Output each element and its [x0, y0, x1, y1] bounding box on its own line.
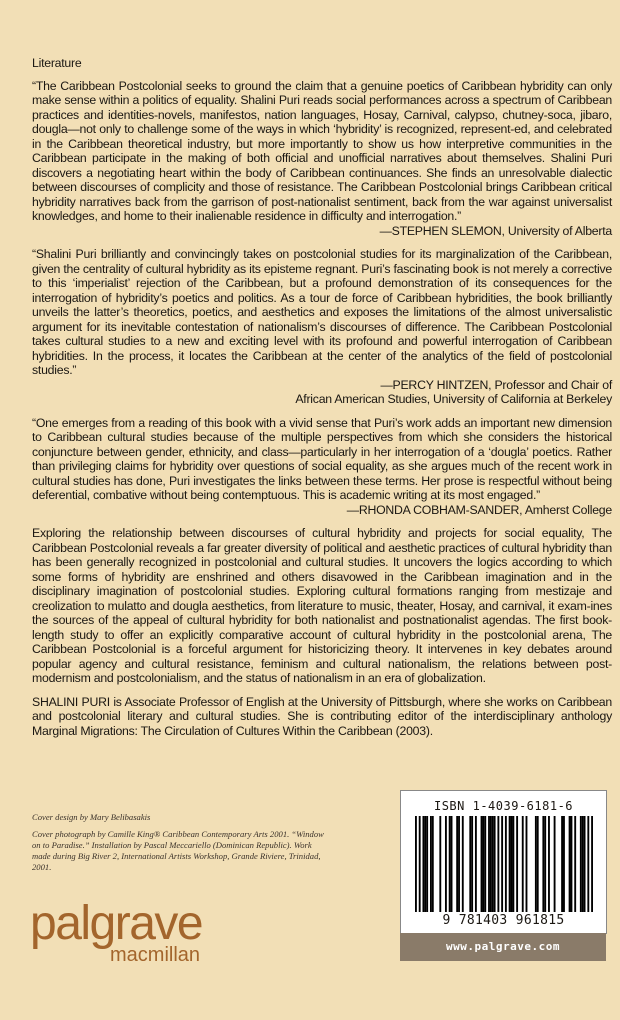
- publisher-logo: [30, 897, 260, 966]
- barcode-bar: [458, 816, 460, 912]
- barcode-bar: [419, 816, 421, 912]
- quote-text: “Shalini Puri brilliantly and convincingly takes on postcolonial studies for its marginalization of the Caribbean, given the centrality of cultural hybridity as its episteme regnant. Puri’s fascinating book is not merely a corrective to this ‘imperialist’ rejection of the Caribbean, but a profound demonstration of its consequences for the interrogation of hybridity’s poetics and politics. As a tour de force of Caribbean hybridities, the book brilliantly unveils the latter’s theoretics, poetics, and aesthetics and exposes the limitations of the almost universalistic argument for its inevitable contestation of nationalism’s discourses of difference. The Caribbean Postcolonial takes cultural studies to a new and exciting level with its profound and powerful interrogation of Caribbean hybridities. In the process, it locates the Caribbean at the center of the analytics of the field of postcolonial studies.”: [32, 247, 612, 377]
- barcode-bar: [488, 816, 490, 912]
- barcode-bar: [415, 816, 417, 912]
- barcode-bar: [584, 816, 586, 912]
- cover-design-credit: Cover design by Mary Belibasakis: [32, 812, 151, 822]
- barcode-bar: [587, 816, 589, 912]
- barcode-bar: [426, 816, 428, 912]
- isbn-label: ISBN 1-4039-6181-6: [433, 799, 574, 813]
- barcode-bar: [481, 816, 483, 912]
- website-url: www.palgrave.com: [446, 940, 560, 953]
- cover-credits: [32, 812, 332, 879]
- barcode-bar: [526, 816, 528, 912]
- barcode-bar: [475, 816, 477, 912]
- publisher-name: palgrave: [30, 897, 203, 950]
- barcode-bar: [544, 816, 546, 912]
- barcode-bar: [492, 816, 494, 912]
- barcode-bar: [509, 816, 511, 912]
- publisher-imprint: macmillan: [110, 944, 201, 966]
- barcode-bar: [430, 816, 432, 912]
- book-description: Exploring the relationship between discourses of cultural hybridity and projects for social equality, The Caribbean Postcolonial reveals a far greater diversity of political and aesthetic practices of cultural hybridity than has been generally recognized in postcolonial and cultural studies. It uncovers the logics according to which some forms of hybridity are enshrined and others disavowed in the Caribbean imagination and in the disciplinary imagination of postcolonial studies. Exploring cultural formations ranging from mestizaje and creolization to mulatto and dougla aesthetics, from literature to music, theater, Hosay, and carnival, it exam-ines the sources of the appeal of cultural hybridity for both nationalist and postnationalist agendas. The first book-length study to offer an explicitly comparative account of cultural hybridity in the postcolonial arena, The Caribbean Postcolonial is a forceful argument for historicizing theory. It intervenes in key debates around popular agency and cultural resistance, feminism and cultural nationalism, the relations between post-modernism and postcolonialism, and the status of nationalism in an era of globalization.: [32, 526, 612, 685]
- barcode-bar: [439, 816, 441, 912]
- barcode-bar: [490, 816, 492, 912]
- barcode-bar: [569, 816, 571, 912]
- barcode-bar: [571, 816, 573, 912]
- quote-attribution: —RHONDA COBHAM-SANDER, Amherst College: [346, 502, 612, 517]
- barcode-bar: [582, 816, 584, 912]
- isbn-barcode: [400, 790, 607, 934]
- quote-text: “The Caribbean Postcolonial seeks to ground the claim that a genuine poetics of Caribbean hybridity can only make sense within a politics of equality. Shalini Puri reads social performances across a spectrum of Caribbean practices and identities-novels, manifestos, nation languages, Hosay, Carnival, calypso, chutney-soca, jibaro, dougla—not only to challenge some of the ways in which ‘hybridity’ is recognized, represent-ed, and celebrated in the Caribbean theoretical industry, but more importantly to show us how interpretive communities in the Caribbean participate in the making of both official and unofficial narratives about themselves. Shalini Puri discovers a negotiating heart within the body of Caribbean continuances. She finds an unresolvable dialectic between discourses of complicity and those of resistance. The Caribbean Postcolonial brings Caribbean critical hybridity narratives back from the garrison of post-nationalist sentiment, back from the war against universalist knowledges, and home to their inalienable residence in difficulty and interrogation.”: [32, 78, 612, 223]
- barcode-bar: [482, 816, 484, 912]
- barcode-bar: [548, 816, 550, 912]
- barcode-bar: [497, 816, 499, 912]
- barcode-bar: [469, 816, 471, 912]
- barcode-bar: [516, 816, 518, 912]
- barcode-bar: [494, 816, 496, 912]
- barcode-bar: [563, 816, 565, 912]
- author-bio: SHALINI PURI is Associate Professor of English at the University of Pittsburgh, where she works on Caribbean and postcolonial literary and cultural studies. She is contributing editor of the interdisciplinary anthology Marginal Migrations: The Circulation of Cultures Within the Caribbean (2003).: [32, 694, 612, 738]
- cover-photo-credit: Cover photograph by Camille King® Caribbean Contemporary Arts 2001. “Window on to Paradise.” Installation by Pascal Meccariello (Dominican Republic). Work made during Big River 2, International Artists Workshop, Grande Riviere, Trinidad, 2001.: [32, 829, 324, 872]
- barcode-bar: [505, 816, 507, 912]
- barcode-bar: [432, 816, 434, 912]
- barcode-bar: [456, 816, 458, 912]
- barcode-bar: [471, 816, 473, 912]
- barcode-bar: [512, 816, 514, 912]
- barcode-bar: [511, 816, 513, 912]
- barcode-bar: [537, 816, 539, 912]
- barcode-bar: [501, 816, 503, 912]
- barcode-bar: [424, 816, 426, 912]
- quote-block-2: [32, 247, 612, 407]
- barcode-bar: [462, 816, 464, 912]
- website-bar: [400, 933, 606, 961]
- category-label: Literature: [32, 56, 82, 70]
- barcode-bars: [415, 816, 593, 914]
- quote-attribution: —PERCY HINTZEN, Professor and Chair of: [380, 377, 612, 392]
- quote-attribution: —STEPHEN SLEMON, University of Alberta: [379, 223, 612, 238]
- quote-block-3: [32, 416, 612, 518]
- barcode-bar: [522, 816, 524, 912]
- quote-attribution-affiliation: African American Studies, University of California at Berkeley: [295, 392, 612, 406]
- barcode-number: 9 781403 961815: [442, 913, 565, 928]
- cover-text: [32, 56, 612, 747]
- barcode-bar: [451, 816, 453, 912]
- barcode-bar: [554, 816, 556, 912]
- barcode-bar: [422, 816, 424, 912]
- barcode-bar: [535, 816, 537, 912]
- barcode-bar: [542, 816, 544, 912]
- barcode-bar: [580, 816, 582, 912]
- barcode-bar: [574, 816, 576, 912]
- barcode-bar: [449, 816, 451, 912]
- barcode-bar: [484, 816, 486, 912]
- quote-text: “One emerges from a reading of this book with a vivid sense that Puri’s work adds an important new dimension to Caribbean cultural studies because of the multiple perspectives from which she considers the historical conjuncture between gender, ethnicity, and class—particularly in her interrogation of a ‘dougla’ poetics. Rather than privileging claims for hybridity over questions of social equality, as she argues much of the recent work in cultural studies has done, Puri investigates the links between these terms. Her prose is respectful without being deferential, combative without being contemptuous. This is academic writing at its most engaged.”: [32, 415, 612, 502]
- quote-block-1: [32, 79, 612, 239]
- barcode-bar: [561, 816, 563, 912]
- barcode-bar: [591, 816, 593, 912]
- barcode-bar: [445, 816, 447, 912]
